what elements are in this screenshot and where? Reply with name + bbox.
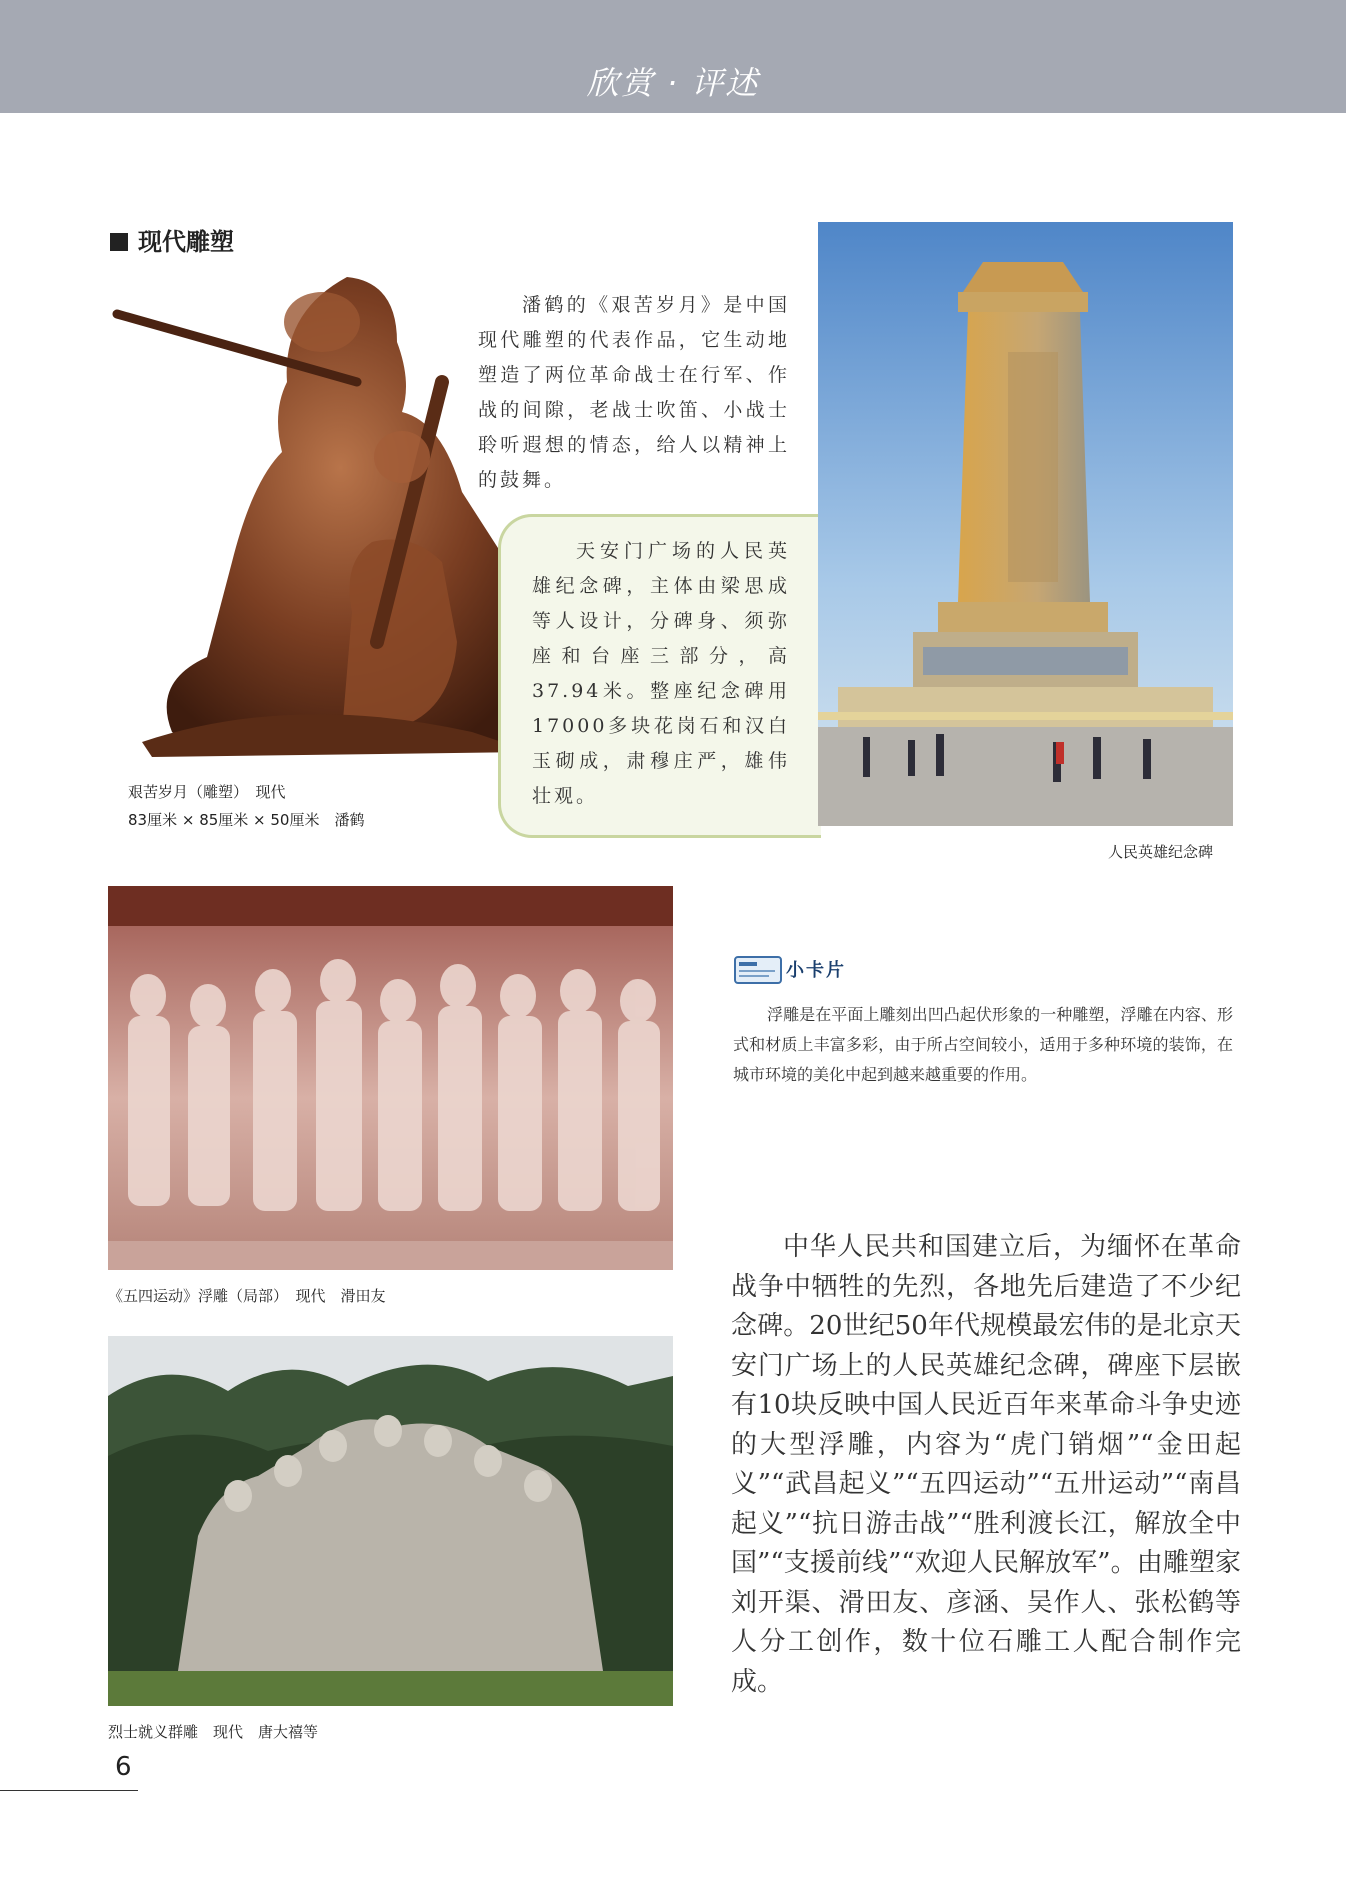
main-paragraph: 中华人民共和国建立后，为缅怀在革命战争中牺牲的先烈，各地先后建造了不少纪念碑。20世纪50年代规模最宏伟的是北京天安门广场上的人民英雄纪念碑，碑座下层嵌有10块反映中国人民近百年来革命斗争史迹的大型浮雕，内容为“虎门销烟”“金田起义”“武昌起义”“五四运动”“五卅运动”“南昌起义”“抗日游击战”“胜利渡长江，解放全中国”“支援前线”“欢迎人民解放军”。由雕塑家刘开渠、滑田友、彦涵、吴作人、张松鹤等人分工创作，数十位石雕工人配合制作完成。 xyxy=(731,1232,1241,1697)
sculpture-caption-line2: 83厘米 × 85厘米 × 50厘米 潘鹤 xyxy=(128,811,365,829)
header-title: 欣赏 · 评述 xyxy=(586,64,760,102)
section-title-text: 现代雕塑 xyxy=(138,228,234,256)
monument-caption: 人民英雄纪念碑 xyxy=(1108,843,1214,861)
monument-image xyxy=(818,222,1233,826)
relief-caption: 《五四运动》浮雕（局部） 现代 滑田友 xyxy=(108,1287,386,1305)
card-icon xyxy=(733,955,785,985)
page-footer-line xyxy=(0,1790,138,1791)
group-sculpture-caption: 烈士就义群雕 现代 唐大禧等 xyxy=(108,1723,319,1741)
monument-info-text: 天安门广场的人民英雄纪念碑，主体由梁思成等人设计，分碑身、须弥座和台座三部分，高37.94米。整座纪念碑用17000多块花岗石和汉白玉砌成，肃穆庄严，雄伟壮观。 xyxy=(532,540,790,807)
section-title xyxy=(110,222,234,257)
page-header xyxy=(0,0,1346,113)
page-number: 6 xyxy=(115,1752,132,1782)
group-sculpture-photo xyxy=(108,1336,673,1706)
relief-photo xyxy=(108,886,673,1270)
card-text: 浮雕是在平面上雕刻出凹凸起伏形象的一种雕塑，浮雕在内容、形式和材质上丰富多彩，由于所占空间较小，适用于多种环境的装饰，在城市环境的美化中起到越来越重要的作用。 xyxy=(733,1005,1233,1084)
sculpture-caption xyxy=(128,780,364,832)
relief-image xyxy=(108,886,673,1270)
group-sculpture-image xyxy=(108,1336,673,1706)
card-label: 小卡片 xyxy=(786,960,846,981)
sculpture-caption-line1: 艰苦岁月（雕塑） 现代 xyxy=(128,783,286,801)
monument-photo xyxy=(818,222,1233,826)
intro-paragraph: 潘鹤的《艰苦岁月》是中国现代雕塑的代表作品，它生动地塑造了两位革命战士在行军、作战的间隙，老战士吹笛、小战士聆听遐想的情态，给人以精神上的鼓舞。 xyxy=(478,294,790,491)
square-bullet-icon xyxy=(110,233,128,251)
